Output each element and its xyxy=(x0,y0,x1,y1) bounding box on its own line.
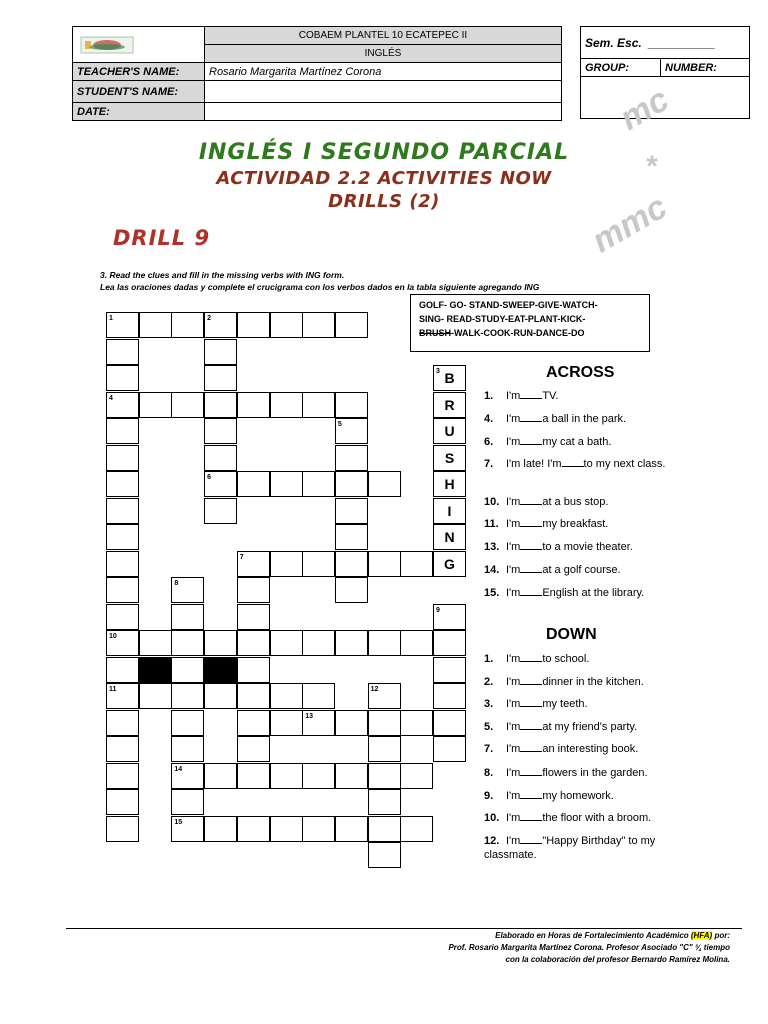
crossword-cell[interactable] xyxy=(106,551,139,577)
crossword-cell[interactable] xyxy=(433,683,466,709)
crossword-cell[interactable] xyxy=(171,657,204,683)
clue-number: 5 xyxy=(337,421,342,428)
crossword-cell[interactable] xyxy=(400,710,433,736)
crossword-cell[interactable] xyxy=(302,471,335,497)
date-label: DATE: xyxy=(73,103,205,121)
crossword-cell[interactable] xyxy=(237,312,270,338)
crossword-cell[interactable] xyxy=(139,630,172,656)
answer-letter: U xyxy=(444,423,455,439)
crossword-cell[interactable] xyxy=(302,312,335,338)
crossword-cell[interactable] xyxy=(171,604,204,630)
clue-item: 6. I'm my cat a bath. xyxy=(484,436,612,448)
crossword-cell[interactable] xyxy=(106,789,139,815)
clue-item: 12. I'm "Happy Birthday" to my classmate. xyxy=(484,835,656,861)
answer-blank[interactable] xyxy=(520,435,542,445)
crossword-cell[interactable] xyxy=(433,736,466,762)
crossword-cell[interactable] xyxy=(171,683,204,709)
crossword-cell[interactable] xyxy=(368,789,401,815)
date-field[interactable] xyxy=(205,103,562,121)
crossword-cell[interactable] xyxy=(106,365,139,391)
crossword-cell[interactable] xyxy=(204,445,237,471)
word-bank-line-2: SING- READ-STUDY-EAT-PLANT-KICK- xyxy=(419,314,586,324)
answer-letter: G xyxy=(444,555,455,572)
crossword-cell[interactable] xyxy=(106,524,139,550)
clue-number: 12 xyxy=(370,686,379,693)
word-bank-line-1: GOLF- GO- STAND-SWEEP-GIVE-WATCH- xyxy=(419,300,598,310)
crossword-cell[interactable] xyxy=(106,471,139,497)
clue-number: 11 xyxy=(109,686,117,693)
crossword-cell[interactable] xyxy=(400,630,433,656)
answer-blank[interactable] xyxy=(520,766,542,776)
student-label: STUDENT'S NAME: xyxy=(73,81,205,103)
crossword-cell[interactable] xyxy=(302,683,335,709)
struck-word: BRUSH xyxy=(419,328,452,338)
crossword-cell[interactable] xyxy=(204,392,237,418)
crossword-cell[interactable] xyxy=(270,630,303,656)
clue-number: 10 xyxy=(109,633,117,640)
crossword-cell[interactable] xyxy=(270,710,303,736)
logo-emblem-icon xyxy=(79,33,135,57)
answer-blank[interactable] xyxy=(520,586,542,596)
crossword-cell[interactable] xyxy=(433,630,466,656)
crossword-cell[interactable] xyxy=(433,657,466,683)
crossword-cell[interactable] xyxy=(237,816,270,842)
crossword-cell[interactable] xyxy=(302,763,335,789)
answer-blank[interactable] xyxy=(520,811,542,821)
crossword-cell[interactable] xyxy=(171,736,204,762)
crossword-cell[interactable] xyxy=(335,498,368,524)
crossword-black-cell xyxy=(204,657,237,683)
clue-number: 7 xyxy=(239,553,244,561)
footer-credit-1: Elaborado en Horas de Fortalecimiento Académico (HFA) por: xyxy=(495,931,730,940)
crossword-cell[interactable] xyxy=(204,630,237,656)
answer-blank[interactable] xyxy=(520,697,542,707)
clue-item: 7. I'm late! I'm to my next class. xyxy=(484,458,666,470)
crossword-cell[interactable] xyxy=(270,763,303,789)
crossword-cell[interactable] xyxy=(106,418,139,444)
clue-item: 8. I'm flowers in the garden. xyxy=(484,767,648,779)
crossword-cell[interactable] xyxy=(368,551,401,577)
clue-number: 6 xyxy=(207,474,211,481)
instruction-es: Lea las oraciones dadas y complete el crucigrama con los verbos dados en la tabla siguiente agregando ING xyxy=(100,282,540,292)
crossword-cell[interactable] xyxy=(368,630,401,656)
crossword-cell[interactable] xyxy=(368,710,401,736)
crossword-cell[interactable] xyxy=(270,551,303,577)
clue-number: 14 xyxy=(174,765,183,773)
crossword-cell[interactable] xyxy=(106,736,139,762)
crossword-cell[interactable] xyxy=(270,683,303,709)
crossword-cell[interactable] xyxy=(106,498,139,524)
answer-blank[interactable] xyxy=(520,389,542,399)
instruction-en: 3. Read the clues and fill in the missing verbs with ING form. xyxy=(100,270,345,280)
watermark-mark-2: * xyxy=(645,150,657,183)
footer-rule xyxy=(66,928,742,929)
crossword-cell[interactable] xyxy=(237,630,270,656)
number-label: NUMBER: xyxy=(661,59,750,77)
clue-number: 3 xyxy=(436,368,440,375)
drills-title: DRILLS (2) xyxy=(328,191,440,212)
clue-item: 1. I'm to school. xyxy=(484,653,590,665)
clue-item: 3. I'm my teeth. xyxy=(484,698,588,710)
clue-item: 15. I'm English at the library. xyxy=(484,587,645,599)
crossword-cell[interactable] xyxy=(171,710,204,736)
crossword-cell[interactable] xyxy=(106,339,139,365)
clue-number: 4 xyxy=(109,394,113,402)
drill-title: DRILL 9 xyxy=(113,226,211,250)
crossword-cell[interactable] xyxy=(106,710,139,736)
crossword-cell[interactable] xyxy=(171,789,204,815)
clue-number: 1 xyxy=(109,315,113,322)
answer-blank[interactable] xyxy=(520,495,542,505)
word-bank-line-3: BRUSH-WALK-COOK-RUN-DANCE-DO xyxy=(419,328,585,338)
clue-item: 1. I'm TV. xyxy=(484,390,559,402)
clue-number: 13 xyxy=(305,712,313,720)
crossword-cell[interactable] xyxy=(335,471,368,497)
crossword-cell[interactable] xyxy=(106,445,139,471)
crossword-cell[interactable] xyxy=(204,763,237,789)
footer-credit-2: Prof. Rosario Margarita Martínez Corona. Profesor Asociado "C" ¾ tiempo xyxy=(448,943,730,952)
crossword-black-cell xyxy=(139,657,172,683)
clue-number: 9 xyxy=(436,606,440,614)
crossword-cell[interactable] xyxy=(400,763,433,789)
crossword-cell[interactable] xyxy=(237,710,270,736)
clue-number: 8 xyxy=(174,580,179,587)
crossword-cell[interactable] xyxy=(302,392,335,418)
crossword-cell[interactable] xyxy=(106,763,139,789)
across-heading: ACROSS xyxy=(546,364,615,381)
clue-item: 2. I'm dinner in the kitchen. xyxy=(484,676,644,688)
watermark-mark-1: mc xyxy=(613,80,676,138)
clue-number: 15 xyxy=(174,818,183,826)
answer-letter: S xyxy=(444,449,455,466)
crossword-cell[interactable] xyxy=(368,736,401,762)
crossword-cell[interactable] xyxy=(270,816,303,842)
answer-blank[interactable] xyxy=(562,457,584,467)
crossword-cell[interactable] xyxy=(237,392,270,418)
crossword-cell[interactable] xyxy=(302,816,335,842)
crossword-cell[interactable] xyxy=(335,524,368,550)
answer-blank[interactable] xyxy=(520,540,542,550)
crossword-cell[interactable] xyxy=(204,683,237,709)
clue-item: 10. I'm at a bus stop. xyxy=(484,496,609,508)
crossword-cell[interactable] xyxy=(335,392,368,418)
crossword-cell[interactable] xyxy=(368,816,401,842)
crossword-cell[interactable] xyxy=(400,551,433,577)
crossword-cell[interactable] xyxy=(106,577,139,603)
clue-item: 4. I'm a ball in the park. xyxy=(484,413,627,425)
answer-blank[interactable] xyxy=(520,742,542,752)
crossword-cell[interactable] xyxy=(139,683,172,709)
answer-blank[interactable] xyxy=(520,720,542,730)
clue-item: 7. I'm an interesting book. xyxy=(484,743,639,755)
crossword-cell[interactable] xyxy=(204,339,237,365)
clue-item: 14. I'm at a golf course. xyxy=(484,564,621,576)
clue-item: 9. I'm my homework. xyxy=(484,790,614,802)
crossword-cell[interactable] xyxy=(302,630,335,656)
crossword-cell[interactable] xyxy=(106,816,139,842)
group-label: GROUP: xyxy=(581,59,661,77)
word-bank xyxy=(410,294,650,352)
clue-item: 10. I'm the floor with a broom. xyxy=(484,812,652,824)
answer-letter: B xyxy=(444,370,455,386)
answer-letter: I xyxy=(447,502,452,519)
sem-esc: Sem. Esc. __________ xyxy=(581,27,750,59)
crossword-cell[interactable] xyxy=(204,816,237,842)
answer-blank[interactable] xyxy=(520,652,542,662)
watermark-mark-3: mmc xyxy=(585,187,674,261)
footer-credit-3: con la colaboración del profesor Bernardo Ramírez Molina. xyxy=(505,955,730,964)
crossword-cell[interactable] xyxy=(237,604,270,630)
crossword-cell[interactable] xyxy=(302,551,335,577)
school-logo xyxy=(77,31,137,59)
crossword-cell[interactable] xyxy=(335,710,368,736)
crossword-cell[interactable] xyxy=(335,551,368,577)
answer-blank[interactable] xyxy=(520,834,542,844)
down-heading: DOWN xyxy=(546,626,597,643)
school-name: COBAEM PLANTEL 10 ECATEPEC II xyxy=(205,27,562,45)
crossword-cell[interactable] xyxy=(368,471,401,497)
subject-name: INGLÉS xyxy=(205,45,562,63)
crossword-cell[interactable] xyxy=(139,392,172,418)
crossword-cell[interactable] xyxy=(171,630,204,656)
answer-blank[interactable] xyxy=(520,517,542,527)
crossword-cell[interactable] xyxy=(335,445,368,471)
header-table xyxy=(72,26,562,121)
student-name-field[interactable] xyxy=(205,81,562,103)
crossword-cell[interactable] xyxy=(237,471,270,497)
clue-number: 2 xyxy=(207,315,211,322)
teacher-label: TEACHER'S NAME: xyxy=(73,63,205,81)
crossword-cell[interactable] xyxy=(106,604,139,630)
crossword-cell[interactable] xyxy=(335,312,368,338)
answer-letter: N xyxy=(444,529,455,545)
crossword-cell[interactable] xyxy=(400,816,433,842)
crossword-cell[interactable] xyxy=(335,816,368,842)
crossword-cell[interactable] xyxy=(368,842,401,868)
crossword-cell[interactable] xyxy=(270,471,303,497)
crossword-cell[interactable] xyxy=(270,392,303,418)
answer-blank[interactable] xyxy=(520,412,542,422)
answer-letter: H xyxy=(444,476,455,492)
teacher-name: Rosario Margarita Martínez Corona xyxy=(205,63,562,81)
crossword-cell[interactable] xyxy=(204,365,237,391)
clue-item: 5. I'm at my friend's party. xyxy=(484,721,638,733)
crossword-cell[interactable] xyxy=(204,418,237,444)
crossword-cell[interactable] xyxy=(204,498,237,524)
crossword-cell[interactable] xyxy=(139,312,172,338)
crossword-cell[interactable] xyxy=(270,312,303,338)
crossword-cell[interactable] xyxy=(335,763,368,789)
crossword-cell[interactable] xyxy=(237,577,270,603)
answer-letter: R xyxy=(444,396,455,413)
crossword-cell[interactable] xyxy=(433,710,466,736)
crossword-cell[interactable] xyxy=(237,736,270,762)
answer-blank[interactable] xyxy=(520,675,542,685)
crossword-cell[interactable] xyxy=(171,392,204,418)
crossword-cell[interactable] xyxy=(335,630,368,656)
crossword-cell[interactable] xyxy=(237,683,270,709)
crossword-cell[interactable] xyxy=(335,577,368,603)
clue-item: 11. I'm my breakfast. xyxy=(484,518,609,530)
page-title: INGLÉS I SEGUNDO PARCIAL xyxy=(198,140,570,165)
crossword-cell[interactable] xyxy=(237,657,270,683)
clue-item: 13. I'm to a movie theater. xyxy=(484,541,633,553)
crossword-cell[interactable] xyxy=(171,312,204,338)
crossword-cell[interactable] xyxy=(237,763,270,789)
activity-title: ACTIVIDAD 2.2 ACTIVITIES NOW xyxy=(216,168,552,189)
answer-blank[interactable] xyxy=(520,789,542,799)
crossword-cell[interactable] xyxy=(368,763,401,789)
crossword-cell[interactable] xyxy=(106,657,139,683)
answer-blank[interactable] xyxy=(520,563,542,573)
